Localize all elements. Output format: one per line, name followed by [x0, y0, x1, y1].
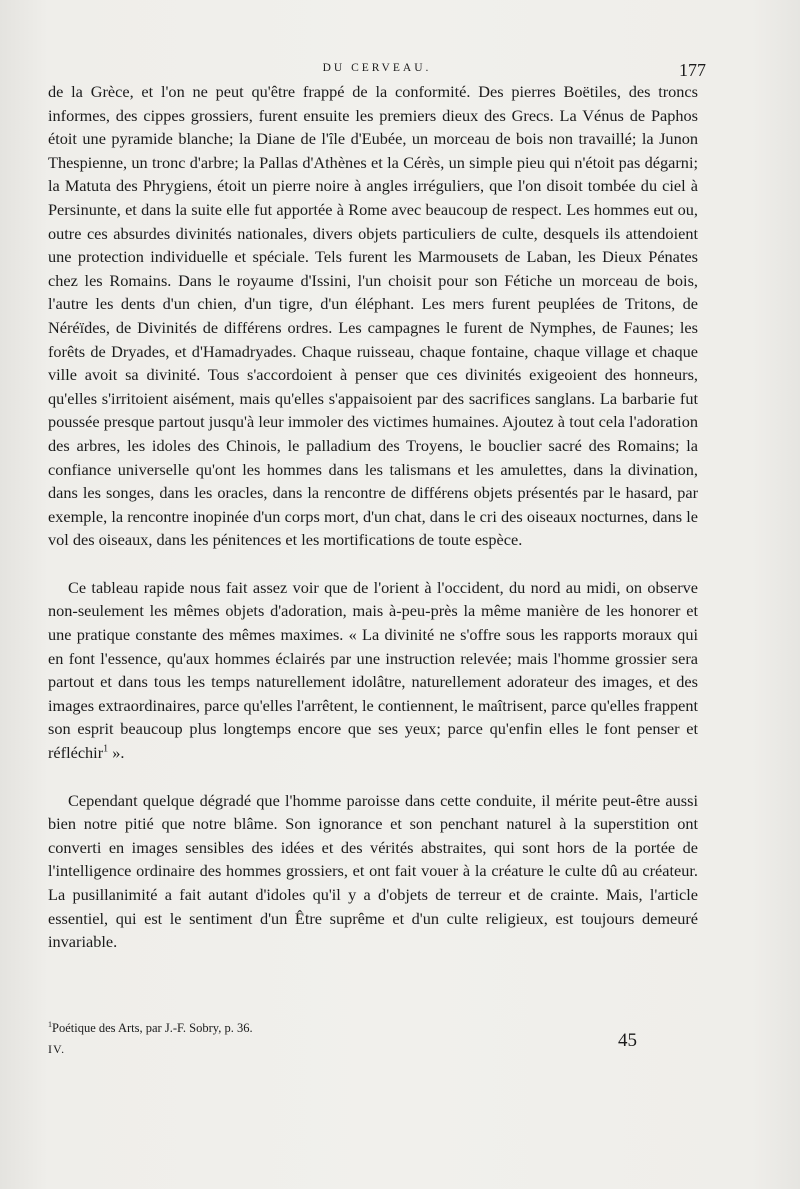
- footnote-text: Poétique des Arts, par J.-F. Sobry, p. 36.: [52, 1021, 253, 1035]
- footnote-mark: 1: [48, 1019, 52, 1029]
- sheet-number: 45: [618, 1030, 637, 1051]
- footnote-reference[interactable]: 1: [103, 743, 109, 755]
- paragraph-2-closing: ».: [108, 743, 125, 763]
- running-title: DU CERVEAU.: [322, 62, 432, 74]
- page-number: 177: [679, 60, 706, 80]
- signature-mark: IV.: [48, 1042, 66, 1056]
- paragraph-2: [48, 576, 698, 765]
- paragraph-2-text: Ce tableau rapide nous fait assez voir que de l'orient à l'occident, du nord au midi, on observe non-seulement les mêmes objets d'adoration, mais à-peu-près la même manière de les honorer et une pratique constante des mêmes maximes. « La divinité ne s'offre sous les rapports moraux qui en font l'essence, qu'aux hommes éclairés par une instruction relevée; mais l'homme grossier sera partout et dans tous les temps naturellement idolâtre, naturellement adorateur des images, et des images extraordinaires, parce qu'elles l'arrêtent, le contiennent, le maîtrisent, parce qu'elles frappent son esprit beaucoup plus longtemps encore que ses yeux; parce qu'enfin elles le font penser et réfléchir: [48, 577, 698, 763]
- paragraph-1: de la Grèce, et l'on ne peut qu'être frappé de la conformité. Des pierres Boëtiles, des troncs informes, des cippes grossiers, furent ensuite les premiers dieux des Grecs. La Vénus de Paphos étoit une pyramide blanche; la Diane de l'île d'Eubée, un morceau de bois non travaillé; la Junon Thespienne, un tronc d'arbre; la Pallas d'Athènes et la Cérès, un simple pieu qui n'étoit pas dégarni; la Matuta des Phrygiens, étoit un pierre noire à angles irréguliers, que l'on disoit tombée du ciel à Persinunte, et dans la suite elle fut apportée à Rome avec beaucoup de respect. Les hommes eut ou, outre ces absurdes divinités nationales, divers objets particuliers de culte, desquels ils attendoient une protection individuelle et spéciale. Tels furent les Marmousets de Laban, les Dieux Pénates chez les Romains. Dans le royaume d'Issini, l'un choisit pour son Fétiche un morceau de bois, l'autre les dents d'un chien, d'un tigre, d'un éléphant. Les mers furent peuplées de Tritons, de Néréïdes, de Divinités de différens ordres. Les campagnes le furent de Nymphes, de Faunes; les forêts de Dryades, et d'Hamadryades. Chaque ruisseau, chaque fontaine, chaque village et chaque ville avoit sa divinité. Tous s'accordoient à penser que ces divinités exigeoient des honneurs, qu'elles s'irritoient aisément, mais qu'elles s'appaisoient par des sacrifices sanglans. La barbarie fut poussée presque partout jusqu'à leur immoler des victimes humaines. Ajoutez à tout cela l'adoration des arbres, les idoles des Chinois, le palladium des Troyens, le bouclier sacré des Romains; la confiance universelle qu'ont les hommes dans les talismans et les amulettes, dans la divination, dans les songes, dans les oracles, dans la rencontre de différens objets présentés par le hasard, par exemple, la rencontre inopinée d'un corps mort, d'un chat, dans le cri des oiseaux nocturnes, dans le vol des oiseaux, dans les pénitences et les mortifications de toute espèce.: [48, 82, 698, 550]
- paragraph-3: Cependant quelque dégradé que l'homme paroisse dans cette conduite, il mérite peut-être aussi bien notre pitié que notre blâme. Son ignorance et son penchant naturel à la superstition ont converti en images sensibles des idées et des vérités abstraites, qui sont hors de la portée de l'intelligence ordinaire des hommes grossiers, et ont fait vouer à la créature le culte dû au créateur. La pusillanimité a fait autant d'idoles qu'il y a d'objets de terreur et de crainte. Mais, l'article essentiel, qui est le sentiment d'un Être suprême et d'un culte religieux, est toujours demeuré invariable.: [48, 790, 698, 952]
- body-text: [48, 80, 698, 954]
- footnote: [48, 1018, 698, 1038]
